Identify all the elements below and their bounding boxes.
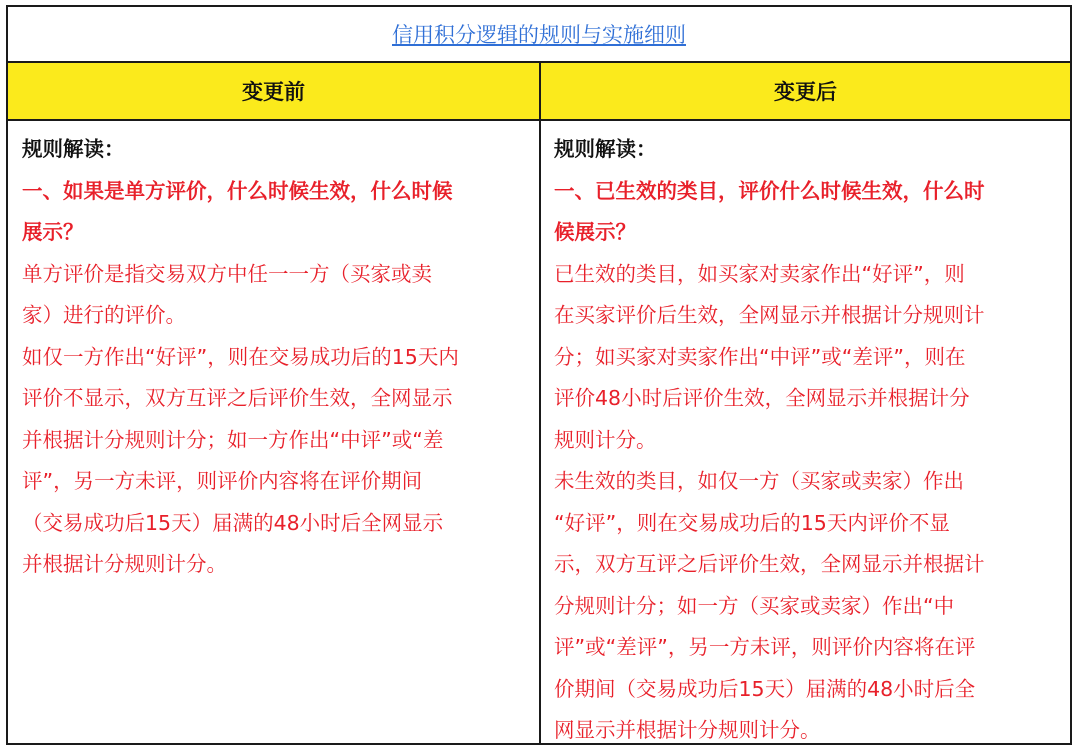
after-body-line: 示，双方互评之后评价生效，全网显示并根据计 bbox=[554, 552, 985, 576]
after-body-line: “好评”，则在交易成功后的15天内评价不显 bbox=[554, 510, 950, 535]
before-body-line: 如仅一方作出“好评”，则在交易成功后的15天内 bbox=[22, 344, 459, 369]
table-header-row bbox=[8, 63, 1070, 121]
after-body-line: 分规则计分；如一方（买家或卖家）作出“中 bbox=[554, 593, 955, 618]
before-body-line: 单方评价是指交易双方中任一一方（买家或卖 bbox=[22, 261, 432, 286]
before-column bbox=[8, 121, 541, 743]
table-title-row bbox=[8, 7, 1070, 63]
before-body-line: 评价不显示，双方互评之后评价生效，全网显示 bbox=[22, 386, 453, 410]
table-body-row bbox=[8, 121, 1070, 743]
after-label: 规则解读： bbox=[554, 137, 657, 161]
after-column bbox=[541, 121, 1070, 743]
after-body-line: 评”或“差评”，另一方未评，则评价内容将在评 bbox=[554, 635, 976, 659]
after-body-line: 分；如买家对卖家作出“中评”或“差评”，则在 bbox=[554, 344, 966, 369]
after-heading-line: 一、已生效的类目，评价什么时候生效，什么时 bbox=[554, 178, 985, 203]
after-body-line: 规则计分。 bbox=[554, 427, 657, 452]
before-body-line: 家）进行的评价。 bbox=[22, 303, 186, 327]
before-body-line: 评”，另一方未评，则评价内容将在评价期间 bbox=[22, 469, 423, 493]
after-body-line: 网显示并根据计分规则计分。 bbox=[554, 718, 821, 742]
header-before: 变更前 bbox=[8, 63, 541, 119]
after-body-line: 已生效的类目，如买家对卖家作出“好评”，则 bbox=[554, 261, 965, 286]
rule-comparison-table bbox=[6, 5, 1072, 745]
before-heading-line: 一、如果是单方评价，什么时候生效，什么时候 bbox=[22, 178, 453, 203]
after-heading-line: 候展示？ bbox=[554, 220, 636, 244]
after-body-line: 未生效的类目，如仅一方（买家或卖家）作出 bbox=[554, 469, 964, 493]
header-after: 变更后 bbox=[774, 80, 837, 104]
after-body-line: 价期间（交易成功后15天）届满的48小时后全 bbox=[554, 676, 976, 701]
after-body-line: 在买家评价后生效，全网显示并根据计分规则计 bbox=[554, 303, 985, 327]
before-body-line: 并根据计分规则计分；如一方作出“中评”或“差 bbox=[22, 427, 444, 452]
before-heading-line: 展示？ bbox=[22, 220, 84, 244]
before-body-line: 并根据计分规则计分。 bbox=[22, 552, 227, 576]
before-label: 规则解读： bbox=[22, 137, 125, 161]
before-body-line: （交易成功后15天）届满的48小时后全网显示 bbox=[22, 510, 444, 535]
after-body-line: 评价48小时后评价生效，全网显示并根据计分 bbox=[554, 386, 970, 410]
title-link[interactable]: 信用积分逻辑的规则与实施细则 bbox=[392, 23, 686, 47]
